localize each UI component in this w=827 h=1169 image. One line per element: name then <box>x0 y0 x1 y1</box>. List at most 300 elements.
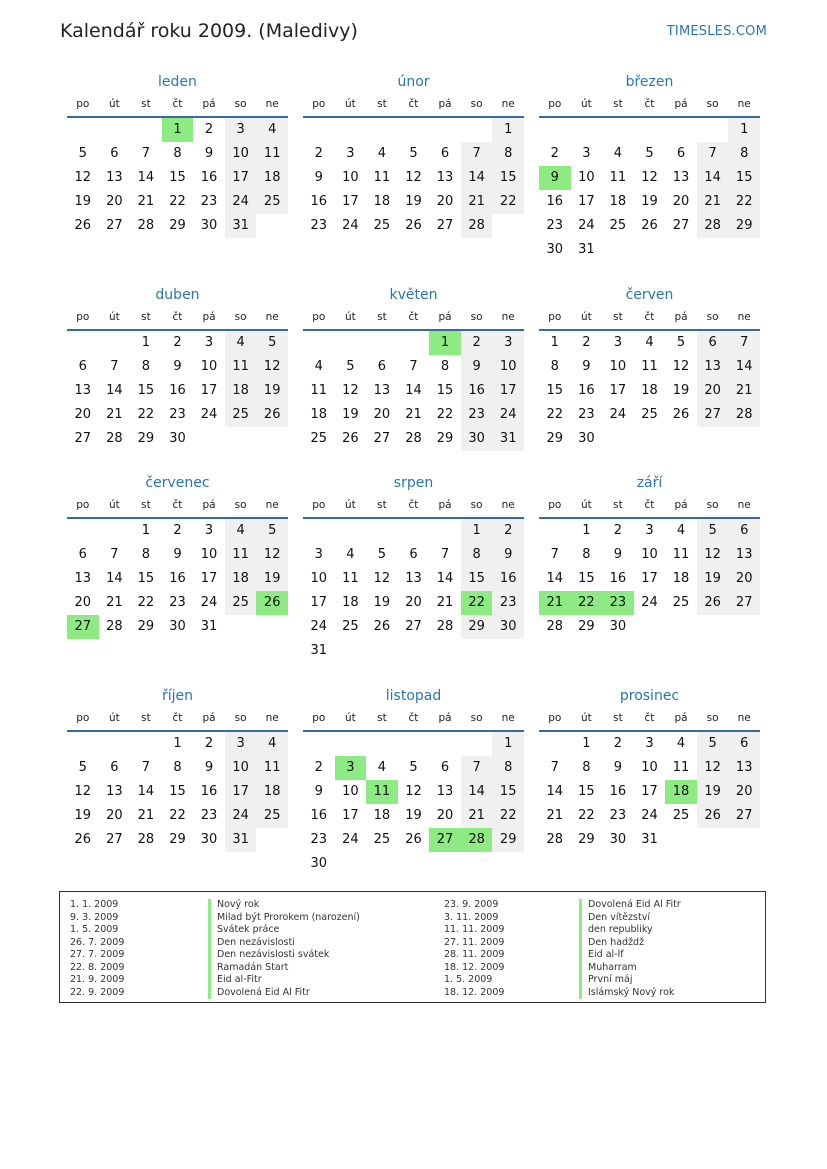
day-cell: 8 <box>173 146 182 161</box>
day-grid <box>67 732 288 852</box>
day-cell: 5 <box>645 146 654 161</box>
holiday-day-cell: 22 <box>461 591 493 615</box>
day-cell: 29 <box>137 619 155 634</box>
day-cell: 25 <box>342 619 359 634</box>
day-cell: 6 <box>440 760 450 775</box>
day-cell: 17 <box>578 194 595 209</box>
weekday-label: čt <box>172 311 183 323</box>
day-cell: 16 <box>200 784 218 799</box>
weekday-label: út <box>580 311 592 323</box>
empty-cell <box>130 732 162 756</box>
day-cell: 1 <box>461 519 493 543</box>
weekday-label: út <box>580 499 592 511</box>
day-cell: 21 <box>106 407 123 422</box>
legend-holiday-name: Den hadždž <box>579 937 681 950</box>
empty-cell <box>303 331 335 355</box>
weekday-label: so <box>234 499 247 511</box>
weekday-label: ne <box>737 499 751 511</box>
day-cell: 15 <box>492 780 524 804</box>
weekday-label: ne <box>501 712 515 724</box>
month-name: září <box>636 475 663 491</box>
weekday-label: čt <box>408 499 419 511</box>
weekday-label: út <box>344 712 356 724</box>
legend-holiday-name: Den nezávislosti <box>208 937 360 950</box>
day-cell: 19 <box>672 383 690 398</box>
day-cell: 7 <box>550 547 559 562</box>
day-cell: 21 <box>461 804 493 828</box>
day-cell: 9 <box>613 547 623 562</box>
day-cell: 23 <box>578 407 595 422</box>
day-cell: 31 <box>641 832 658 847</box>
weekday-label: so <box>470 712 483 724</box>
day-cell: 26 <box>405 218 422 233</box>
day-cell: 5 <box>256 331 288 355</box>
day-cell: 16 <box>609 784 627 799</box>
day-cell: 21 <box>405 407 422 422</box>
day-cell: 24 <box>492 403 524 427</box>
month-12 <box>539 686 760 852</box>
day-cell: 23 <box>169 407 186 422</box>
weekday-label: pá <box>438 311 452 323</box>
empty-cell <box>539 118 571 142</box>
weekday-label: ne <box>265 311 279 323</box>
holiday-day-cell: 22 <box>571 591 603 615</box>
day-cell: 24 <box>200 595 218 610</box>
day-cell: 2 <box>173 523 182 538</box>
day-cell: 10 <box>641 547 658 562</box>
weekday-label: ne <box>737 712 751 724</box>
day-cell: 12 <box>373 571 391 586</box>
empty-cell <box>602 118 634 142</box>
weekday-label: ne <box>737 98 751 110</box>
day-cell: 29 <box>169 832 186 847</box>
day-cell: 5 <box>409 760 418 775</box>
day-cell: 6 <box>440 146 450 161</box>
day-cell: 12 <box>74 784 92 799</box>
day-cell: 1 <box>728 118 760 142</box>
day-cell: 13 <box>672 170 690 185</box>
weekday-header <box>539 497 760 519</box>
day-cell: 14 <box>461 166 493 190</box>
weekday-header <box>539 96 760 118</box>
day-cell: 9 <box>613 760 623 775</box>
day-cell: 13 <box>74 571 92 586</box>
day-cell: 12 <box>641 170 658 185</box>
day-cell: 9 <box>173 359 182 374</box>
day-cell: 10 <box>200 359 218 374</box>
day-cell: 12 <box>697 543 729 567</box>
day-cell: 15 <box>492 166 524 190</box>
day-cell: 8 <box>440 359 450 374</box>
day-cell: 8 <box>728 142 760 166</box>
weekday-label: st <box>377 98 387 110</box>
day-cell: 1 <box>492 732 524 756</box>
day-cell: 29 <box>492 828 524 852</box>
empty-cell <box>99 331 131 355</box>
day-cell: 7 <box>141 146 151 161</box>
legend-holiday-name: Muharram <box>579 962 681 975</box>
day-cell: 19 <box>405 808 422 823</box>
day-cell: 25 <box>609 218 627 233</box>
weekday-label: pá <box>202 712 216 724</box>
day-cell: 5 <box>409 146 418 161</box>
day-cell: 31 <box>492 427 524 451</box>
weekday-label: čt <box>644 499 655 511</box>
day-cell: 29 <box>578 832 595 847</box>
day-cell: 4 <box>256 732 288 756</box>
day-cell: 6 <box>728 519 760 543</box>
legend-date: 3. 11. 2009 <box>444 911 499 923</box>
day-cell: 19 <box>373 595 391 610</box>
day-cell: 6 <box>377 359 387 374</box>
day-cell: 2 <box>314 146 323 161</box>
day-cell: 28 <box>461 214 493 238</box>
day-cell: 25 <box>256 804 288 828</box>
legend-date: 21. 9. 2009 <box>70 974 125 985</box>
day-cell: 8 <box>141 547 151 562</box>
day-cell: 7 <box>110 547 119 562</box>
day-cell: 13 <box>728 756 760 780</box>
empty-cell <box>398 331 430 355</box>
day-cell: 6 <box>409 547 418 562</box>
day-cell: 19 <box>256 379 288 403</box>
day-cell: 14 <box>461 780 493 804</box>
day-cell: 31 <box>225 828 257 852</box>
weekday-label: so <box>470 311 483 323</box>
weekday-label: pá <box>674 98 688 110</box>
day-cell: 28 <box>106 431 123 446</box>
day-cell: 10 <box>641 760 658 775</box>
legend-date: 18. 12. 2009 <box>444 986 505 998</box>
legend-names-right <box>579 899 681 999</box>
day-cell: 27 <box>405 619 422 634</box>
month-3 <box>539 72 760 262</box>
month-9 <box>539 473 760 639</box>
month-5 <box>303 285 524 451</box>
day-cell: 11 <box>256 756 288 780</box>
weekday-label: so <box>706 98 719 110</box>
day-cell: 30 <box>169 619 186 634</box>
weekday-header <box>67 309 288 331</box>
weekday-label: čt <box>644 98 655 110</box>
month-name: březen <box>625 74 674 90</box>
day-cell: 9 <box>582 359 591 374</box>
day-cell: 6 <box>697 331 729 355</box>
holiday-day-cell: 27 <box>67 615 99 639</box>
day-cell: 16 <box>169 383 186 398</box>
day-cell: 2 <box>204 736 214 751</box>
day-cell: 10 <box>200 547 218 562</box>
day-cell: 27 <box>436 218 454 233</box>
day-cell: 13 <box>106 784 123 799</box>
legend-holiday-name: Eid al-lf <box>579 949 681 962</box>
day-cell: 19 <box>697 567 729 591</box>
day-cell: 24 <box>609 407 627 422</box>
day-cell: 21 <box>461 190 493 214</box>
holiday-day-cell: 18 <box>665 780 697 804</box>
day-cell: 17 <box>641 784 658 799</box>
day-cell: 18 <box>672 571 690 586</box>
legend-date: 1. 5. 2009 <box>444 974 493 985</box>
day-cell: 20 <box>728 567 760 591</box>
legend-dates-right <box>444 899 504 999</box>
day-cell: 26 <box>641 218 658 233</box>
empty-cell <box>335 732 367 756</box>
day-cell: 5 <box>377 547 387 562</box>
day-cell: 15 <box>137 571 155 586</box>
day-cell: 6 <box>110 760 119 775</box>
legend-date: 22. 8. 2009 <box>70 961 125 973</box>
day-cell: 25 <box>310 431 328 446</box>
day-cell: 30 <box>609 832 627 847</box>
day-cell: 2 <box>613 523 623 538</box>
weekday-label: ne <box>265 499 279 511</box>
day-cell: 17 <box>609 383 627 398</box>
weekday-label: po <box>76 98 90 110</box>
day-cell: 21 <box>697 190 729 214</box>
day-cell: 4 <box>377 760 387 775</box>
day-cell: 18 <box>373 194 391 209</box>
legend-holiday-name: První máj <box>579 974 681 987</box>
weekday-label: so <box>234 712 247 724</box>
day-cell: 16 <box>200 170 218 185</box>
weekday-label: st <box>141 499 151 511</box>
legend-date: 27. 11. 2009 <box>444 936 505 948</box>
empty-cell <box>366 519 398 543</box>
holiday-legend <box>59 891 766 1003</box>
day-cell: 1 <box>582 736 591 751</box>
legend-holiday-name: den republiky <box>579 924 681 937</box>
weekday-label: so <box>706 311 719 323</box>
day-cell: 9 <box>314 170 323 185</box>
day-cell: 20 <box>74 595 92 610</box>
legend-date: 27. 7. 2009 <box>70 949 125 960</box>
weekday-label: út <box>108 712 120 724</box>
day-cell: 23 <box>492 591 524 615</box>
day-cell: 28 <box>436 619 454 634</box>
day-cell: 19 <box>641 194 658 209</box>
month-1 <box>67 72 288 238</box>
day-cell: 10 <box>609 359 627 374</box>
day-cell: 10 <box>492 355 524 379</box>
day-cell: 6 <box>110 146 119 161</box>
day-grid <box>303 118 524 238</box>
weekday-label: st <box>613 499 623 511</box>
day-cell: 5 <box>697 519 729 543</box>
legend-holiday-name: Den vítězství <box>579 912 681 925</box>
weekday-label: pá <box>674 712 688 724</box>
weekday-label: út <box>344 499 356 511</box>
day-cell: 27 <box>728 591 760 615</box>
day-cell: 18 <box>256 780 288 804</box>
day-cell: 22 <box>728 190 760 214</box>
day-cell: 5 <box>697 732 729 756</box>
month-name: květen <box>389 287 438 303</box>
day-cell: 29 <box>137 431 155 446</box>
month-name: duben <box>155 287 200 303</box>
empty-cell <box>398 732 430 756</box>
day-cell: 30 <box>310 856 328 871</box>
empty-cell <box>303 519 335 543</box>
day-cell: 19 <box>74 194 92 209</box>
legend-holiday-name: Dovolená Eid Al Fitr <box>579 899 681 912</box>
day-cell: 4 <box>225 331 257 355</box>
day-cell: 21 <box>106 595 123 610</box>
day-cell: 10 <box>342 170 359 185</box>
day-cell: 11 <box>373 170 391 185</box>
day-cell: 20 <box>106 808 123 823</box>
empty-cell <box>634 118 666 142</box>
day-cell: 10 <box>342 784 359 799</box>
day-cell: 7 <box>697 142 729 166</box>
empty-cell <box>99 519 131 543</box>
legend-date: 1. 1. 2009 <box>70 899 119 910</box>
legend-holiday-name: Ramadán Start <box>208 962 360 975</box>
weekday-label: po <box>548 499 562 511</box>
day-cell: 23 <box>200 194 218 209</box>
day-grid <box>539 519 760 639</box>
day-cell: 28 <box>546 619 564 634</box>
day-cell: 28 <box>697 214 729 238</box>
legend-holiday-name: Dovolená Eid Al Fitr <box>208 987 360 1000</box>
day-cell: 4 <box>676 523 686 538</box>
day-cell: 7 <box>728 331 760 355</box>
day-cell: 7 <box>550 760 559 775</box>
day-cell: 19 <box>342 407 359 422</box>
day-cell: 19 <box>256 567 288 591</box>
day-cell: 3 <box>645 736 654 751</box>
day-cell: 15 <box>578 784 595 799</box>
day-cell: 15 <box>169 170 186 185</box>
day-cell: 10 <box>225 756 257 780</box>
day-cell: 12 <box>405 170 422 185</box>
day-cell: 17 <box>641 571 658 586</box>
day-cell: 12 <box>256 355 288 379</box>
weekday-header <box>303 309 524 331</box>
day-cell: 16 <box>310 808 328 823</box>
day-cell: 24 <box>310 619 328 634</box>
day-cell: 17 <box>342 194 359 209</box>
day-cell: 7 <box>461 756 493 780</box>
empty-cell <box>130 118 162 142</box>
empty-cell <box>335 331 367 355</box>
day-cell: 1 <box>141 523 151 538</box>
day-cell: 26 <box>256 403 288 427</box>
day-cell: 30 <box>200 832 218 847</box>
day-cell: 7 <box>141 760 151 775</box>
empty-cell <box>461 732 493 756</box>
month-name: červenec <box>145 475 210 491</box>
weekday-label: so <box>234 98 247 110</box>
day-cell: 27 <box>373 431 391 446</box>
weekday-label: pá <box>202 311 216 323</box>
day-grid <box>539 331 760 451</box>
day-cell: 20 <box>697 379 729 403</box>
legend-holiday-name: Islámský Nový rok <box>579 987 681 1000</box>
day-cell: 27 <box>697 403 729 427</box>
empty-cell <box>67 732 99 756</box>
month-name: červen <box>625 287 674 303</box>
month-6 <box>539 285 760 451</box>
day-grid <box>67 118 288 238</box>
day-cell: 23 <box>200 808 218 823</box>
day-cell: 6 <box>78 359 87 374</box>
day-cell: 4 <box>256 118 288 142</box>
weekday-label: po <box>312 712 326 724</box>
weekday-label: so <box>470 499 483 511</box>
day-cell: 4 <box>225 519 257 543</box>
empty-cell <box>99 118 131 142</box>
weekday-header <box>303 497 524 519</box>
day-cell: 19 <box>697 780 729 804</box>
holiday-day-cell: 26 <box>256 591 288 615</box>
month-4 <box>67 285 288 451</box>
weekday-label: st <box>141 311 151 323</box>
day-cell: 13 <box>405 571 422 586</box>
day-cell: 17 <box>225 166 257 190</box>
day-cell: 16 <box>310 194 328 209</box>
day-cell: 10 <box>310 571 328 586</box>
day-cell: 18 <box>225 567 257 591</box>
day-cell: 25 <box>672 595 690 610</box>
day-cell: 14 <box>436 571 454 586</box>
day-cell: 1 <box>582 523 591 538</box>
weekday-label: pá <box>202 499 216 511</box>
weekday-label: čt <box>172 712 183 724</box>
day-cell: 22 <box>578 808 595 823</box>
day-cell: 7 <box>461 142 493 166</box>
day-cell: 2 <box>492 519 524 543</box>
day-cell: 13 <box>373 383 391 398</box>
empty-cell <box>366 732 398 756</box>
weekday-label: po <box>548 712 562 724</box>
day-cell: 29 <box>546 431 564 446</box>
day-cell: 27 <box>728 804 760 828</box>
weekday-label: pá <box>438 499 452 511</box>
legend-holiday-name: Den nezávislosti svátek <box>208 949 360 962</box>
weekday-header <box>67 710 288 732</box>
day-cell: 8 <box>173 760 182 775</box>
weekday-label: so <box>470 98 483 110</box>
day-cell: 27 <box>106 832 123 847</box>
day-cell: 22 <box>492 190 524 214</box>
day-cell: 11 <box>672 547 690 562</box>
day-cell: 24 <box>641 808 658 823</box>
weekday-label: st <box>613 712 623 724</box>
empty-cell <box>461 118 493 142</box>
weekday-label: čt <box>644 311 655 323</box>
site-link[interactable]: TIMESLES.COM <box>666 24 767 39</box>
weekday-label: pá <box>438 98 452 110</box>
day-cell: 23 <box>310 832 328 847</box>
day-cell: 3 <box>645 523 654 538</box>
legend-date: 11. 11. 2009 <box>444 924 505 935</box>
weekday-label: po <box>312 98 326 110</box>
weekday-label: čt <box>408 712 419 724</box>
weekday-header <box>539 309 760 331</box>
day-cell: 14 <box>697 166 729 190</box>
day-cell: 3 <box>225 732 257 756</box>
month-name: leden <box>158 74 197 90</box>
day-cell: 22 <box>169 194 186 209</box>
day-cell: 11 <box>342 571 359 586</box>
day-cell: 25 <box>672 808 690 823</box>
day-cell: 11 <box>609 170 627 185</box>
day-cell: 13 <box>697 355 729 379</box>
day-grid <box>67 331 288 451</box>
day-cell: 12 <box>405 784 422 799</box>
day-cell: 14 <box>137 784 155 799</box>
